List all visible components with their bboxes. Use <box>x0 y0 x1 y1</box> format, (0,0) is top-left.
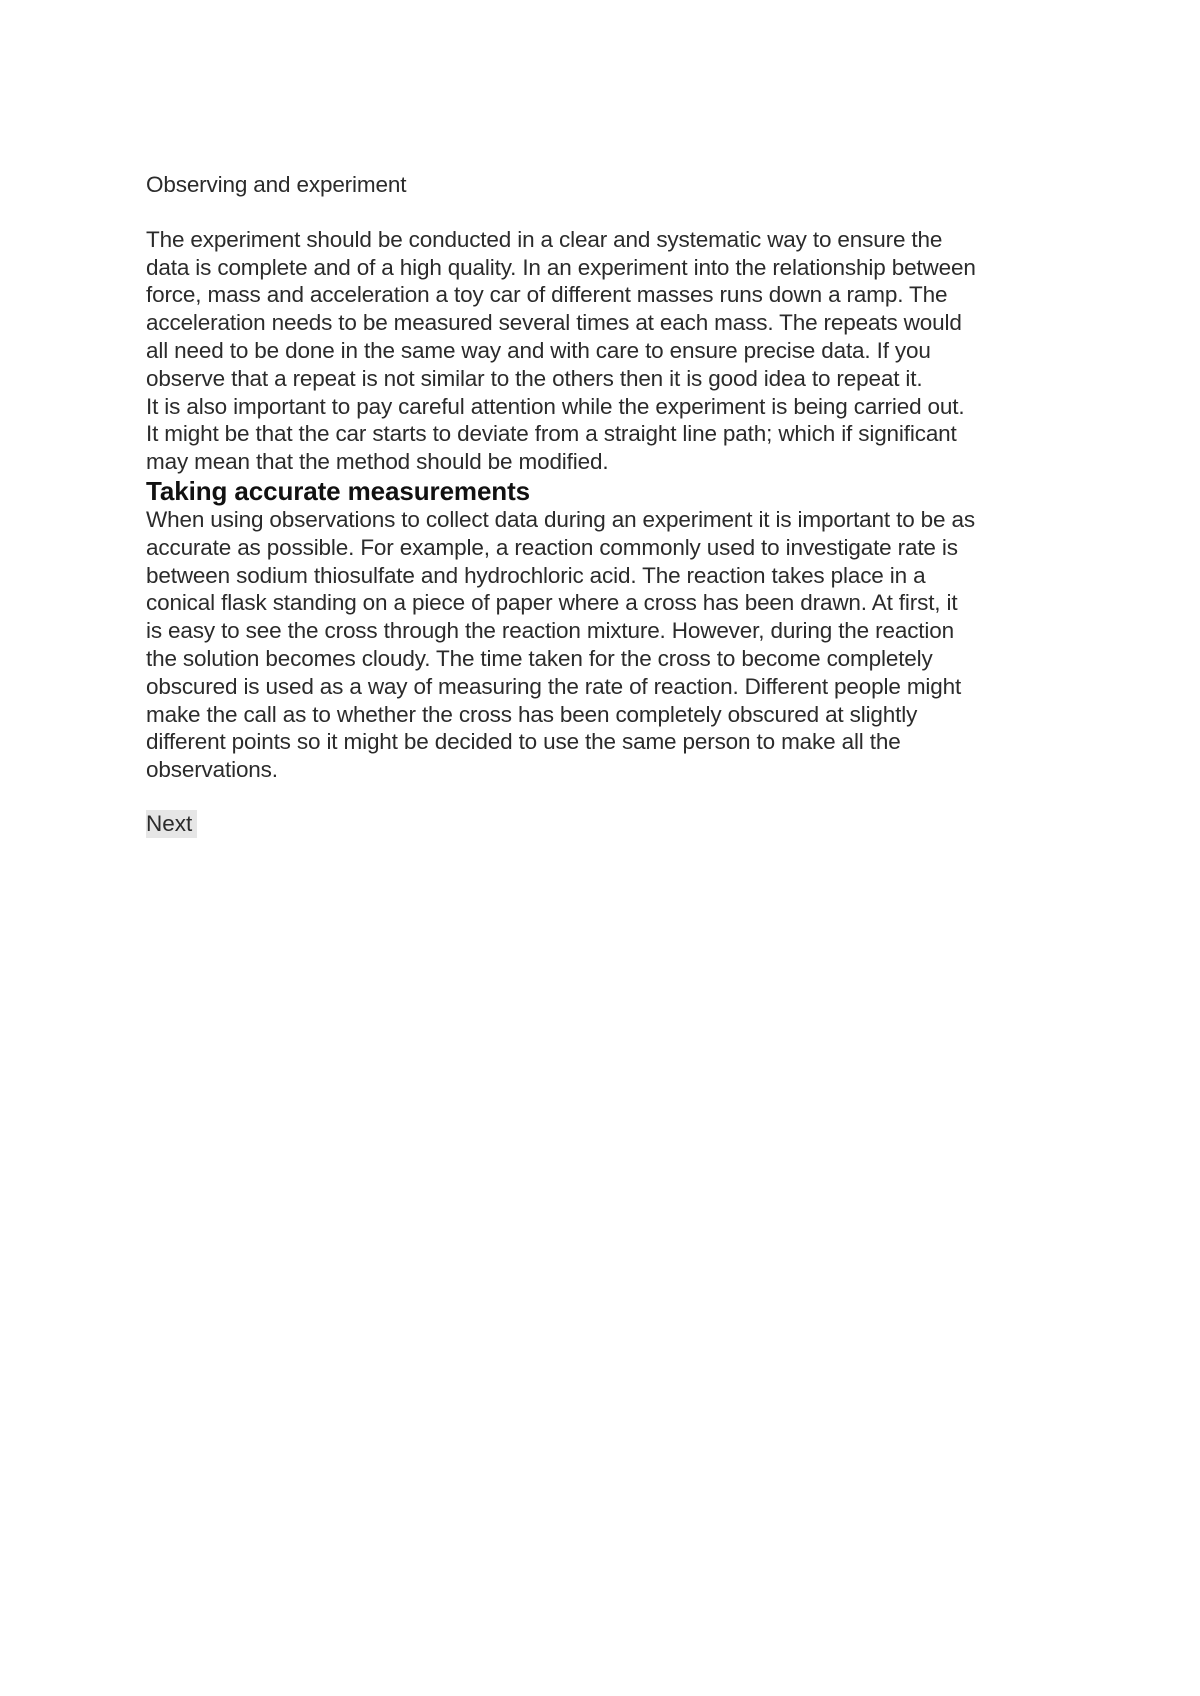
paragraph-line: obscured is used as a way of measuring the rate of reaction. Different people might <box>146 673 962 699</box>
paragraph-line: accurate as possible. For example, a reaction commonly used to investigate rate is <box>146 534 958 560</box>
paragraph-line: between sodium thiosulfate and hydrochloric acid. The reaction takes place in a <box>146 562 926 588</box>
paragraph-line: When using observations to collect data during an experiment it is important to be as <box>146 506 975 532</box>
document-page <box>146 171 1066 838</box>
paragraph-line: It might be that the car starts to deviate from a straight line path; which if significant <box>146 421 957 447</box>
section-measurements-paragraph <box>146 506 1066 784</box>
paragraph-line: observations. <box>146 757 278 783</box>
paragraph-line: all need to be done in the same way and with care to ensure precise data. If you <box>146 337 931 363</box>
paragraph-line: may mean that the method should be modified. <box>146 449 609 475</box>
intro-title: Observing and experiment <box>146 172 407 197</box>
section-observing-paragraph <box>146 226 1066 476</box>
navigation-bar <box>146 810 1066 838</box>
paragraph-line: make the call as to whether the cross has been completely obscured at slightly <box>146 701 918 727</box>
paragraph-line: the solution becomes cloudy. The time taken for the cross to become completely <box>146 645 933 671</box>
paragraph-line: different points so it might be decided to use the same person to make all the <box>146 729 901 755</box>
paragraph-line: conical flask standing on a piece of paper where a cross has been drawn. At first, it <box>146 590 958 616</box>
paragraph-line: acceleration needs to be measured several times at each mass. The repeats would <box>146 310 962 336</box>
paragraph-line: It is also important to pay careful attention while the experiment is being carried out. <box>146 393 965 419</box>
paragraph-line: is easy to see the cross through the reaction mixture. However, during the reaction <box>146 618 954 644</box>
paragraph-line: observe that a repeat is not similar to the others then it is good idea to repeat it. <box>146 365 923 391</box>
section-heading: Taking accurate measurements <box>146 475 531 506</box>
paragraph-line: data is complete and of a high quality. In an experiment into the relationship between <box>146 254 976 280</box>
paragraph-line: The experiment should be conducted in a clear and systematic way to ensure the <box>146 226 943 252</box>
paragraph-line: force, mass and acceleration a toy car of different masses runs down a ramp. The <box>146 282 948 308</box>
next-button[interactable]: Next <box>146 810 197 838</box>
